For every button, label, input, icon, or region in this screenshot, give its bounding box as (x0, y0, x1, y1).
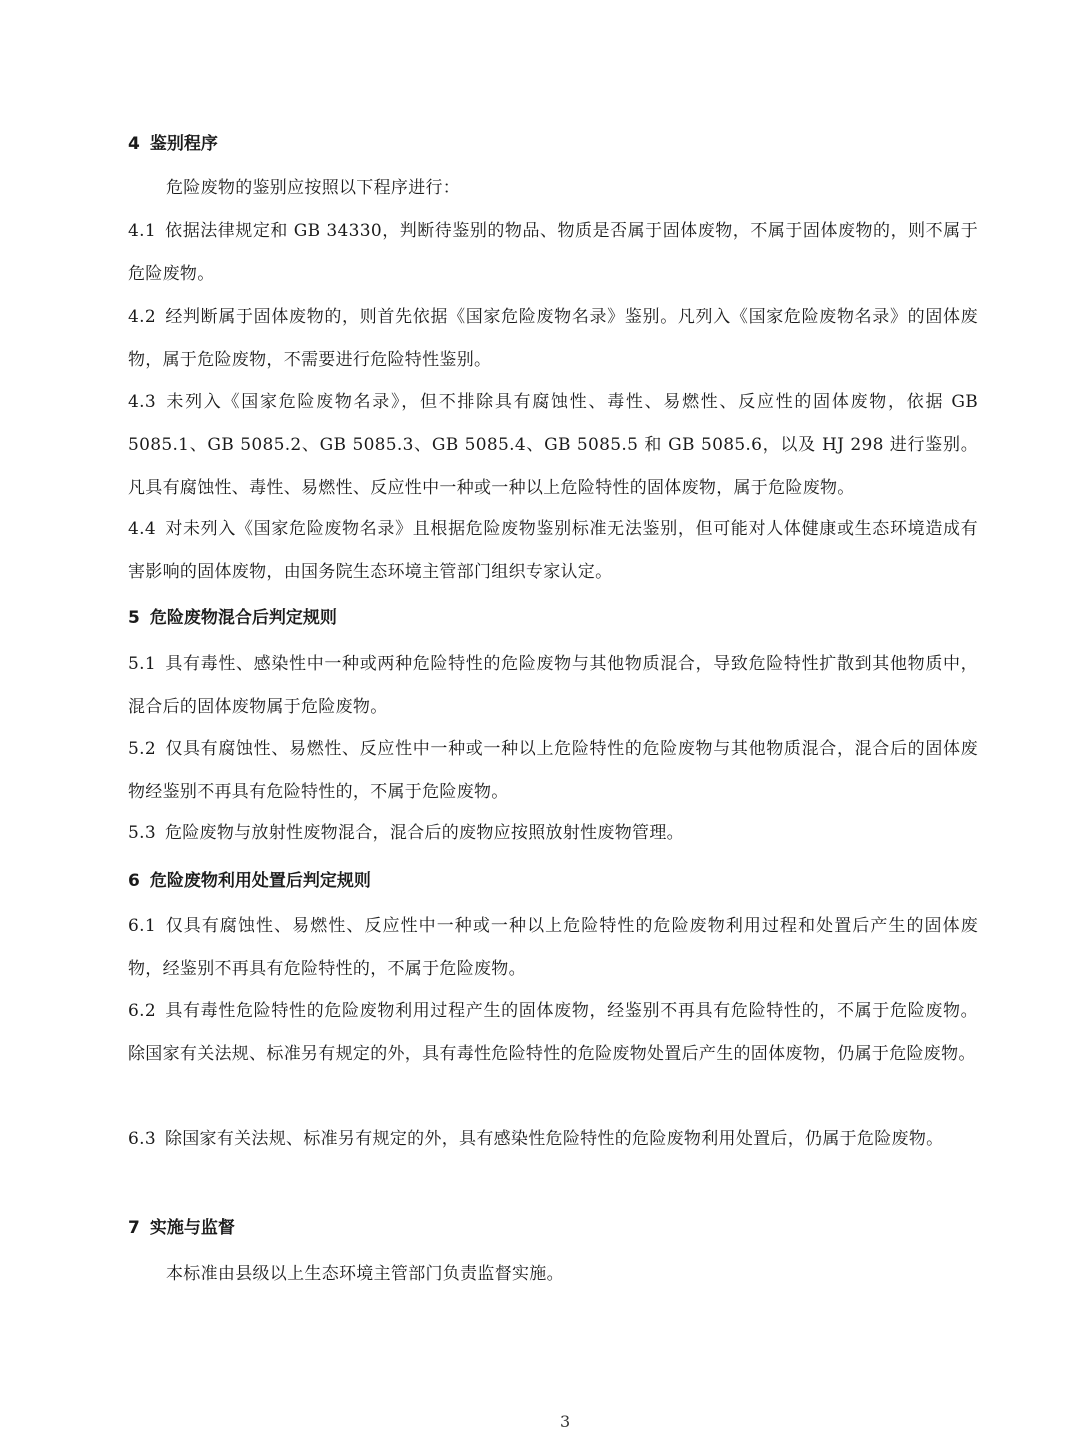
clause-number: 4.1 (128, 221, 156, 241)
clause-text: 经判断属于固体废物的，则首先依据《国家危险废物名录》鉴别。凡列入《国家危险废物名录》的固体废物，属于危险废物，不需要进行危险特性鉴别。 (128, 307, 978, 370)
clause-4-1 (128, 210, 978, 296)
clause-text: 对未列入《国家危险废物名录》且根据危险废物鉴别标准无法鉴别，但可能对人体健康或生态环境造成有害影响的固体废物，由国务院生态环境主管部门组织专家认定。 (128, 519, 978, 582)
section-number: 5 (128, 608, 140, 628)
clause-number: 6.3 (128, 1129, 156, 1149)
section-4-heading (128, 132, 988, 156)
clause-number: 5.2 (128, 739, 156, 759)
clause-text: 依据法律规定和 GB 34330，判断待鉴别的物品、物质是否属于固体废物，不属于固体废物的，则不属于危险废物。 (128, 221, 978, 284)
clause-4-3 (128, 381, 978, 510)
section-7-heading (128, 1216, 988, 1240)
clause-5-3 (128, 812, 978, 855)
section-number: 7 (128, 1218, 140, 1238)
clause-6-1 (128, 905, 978, 991)
section-6-heading (128, 869, 988, 893)
clause-5-1 (128, 643, 978, 729)
section-number: 6 (128, 871, 140, 891)
clause-number: 4.4 (128, 519, 156, 539)
clause-text: 除国家有关法规、标准另有规定的外，具有感染性危险特性的危险废物利用处置后，仍属于危险废物。 (164, 1129, 944, 1149)
clause-number: 4.3 (128, 392, 156, 412)
clause-4-4 (128, 508, 978, 594)
section-title: 危险废物混合后判定规则 (149, 608, 337, 628)
clause-6-2 (128, 990, 978, 1076)
section-5-heading (128, 606, 988, 630)
page-number: 3 (560, 1412, 571, 1431)
clause-text: 具有毒性、感染性中一种或两种危险特性的危险废物与其他物质混合，导致危险特性扩散到其他物质中，混合后的固体废物属于危险废物。 (128, 654, 978, 717)
clause-text: 未列入《国家危险废物名录》，但不排除具有腐蚀性、毒性、易燃性、反应性的固体废物，依据 GB 5085.1、GB 5085.2、GB 5085.3、GB 5085.4、GB 5085.5 和 GB 5085.6，以及 HJ 298 进行鉴别。凡具有腐蚀性、毒性、易燃性、反应性中一种或一种以上危险特性的固体废物，属于危险废物。 (128, 392, 978, 498)
clause-5-2 (128, 728, 978, 814)
clause-number: 5.3 (128, 823, 156, 843)
section-number: 4 (128, 134, 140, 154)
clause-text: 仅具有腐蚀性、易燃性、反应性中一种或一种以上危险特性的危险废物利用过程和处置后产生的固体废物，经鉴别不再具有危险特性的，不属于危险废物。 (128, 916, 978, 979)
section-title: 实施与监督 (149, 1218, 235, 1238)
clause-4-2 (128, 296, 978, 382)
section-7-intro: 本标准由县级以上生态环境主管部门负责监督实施。 (166, 1264, 564, 1284)
section-title: 鉴别程序 (149, 134, 218, 154)
clause-text: 危险废物与放射性废物混合，混合后的废物应按照放射性废物管理。 (164, 823, 684, 843)
clause-number: 4.2 (128, 307, 156, 327)
clause-number: 5.1 (128, 654, 156, 674)
clause-number: 6.1 (128, 916, 156, 936)
clause-text: 仅具有腐蚀性、易燃性、反应性中一种或一种以上危险特性的危险废物与其他物质混合，混合后的固体废物经鉴别不再具有危险特性的，不属于危险废物。 (128, 739, 978, 802)
clause-6-3 (128, 1118, 978, 1161)
section-title: 危险废物利用处置后判定规则 (149, 871, 371, 891)
clause-number: 6.2 (128, 1001, 156, 1021)
clause-text: 具有毒性危险特性的危险废物利用过程产生的固体废物，经鉴别不再具有危险特性的，不属于危险废物。除国家有关法规、标准另有规定的外，具有毒性危险特性的危险废物处置后产生的固体废物，仍属于危险废物。 (128, 1001, 978, 1064)
section-4-intro: 危险废物的鉴别应按照以下程序进行： (166, 178, 461, 198)
